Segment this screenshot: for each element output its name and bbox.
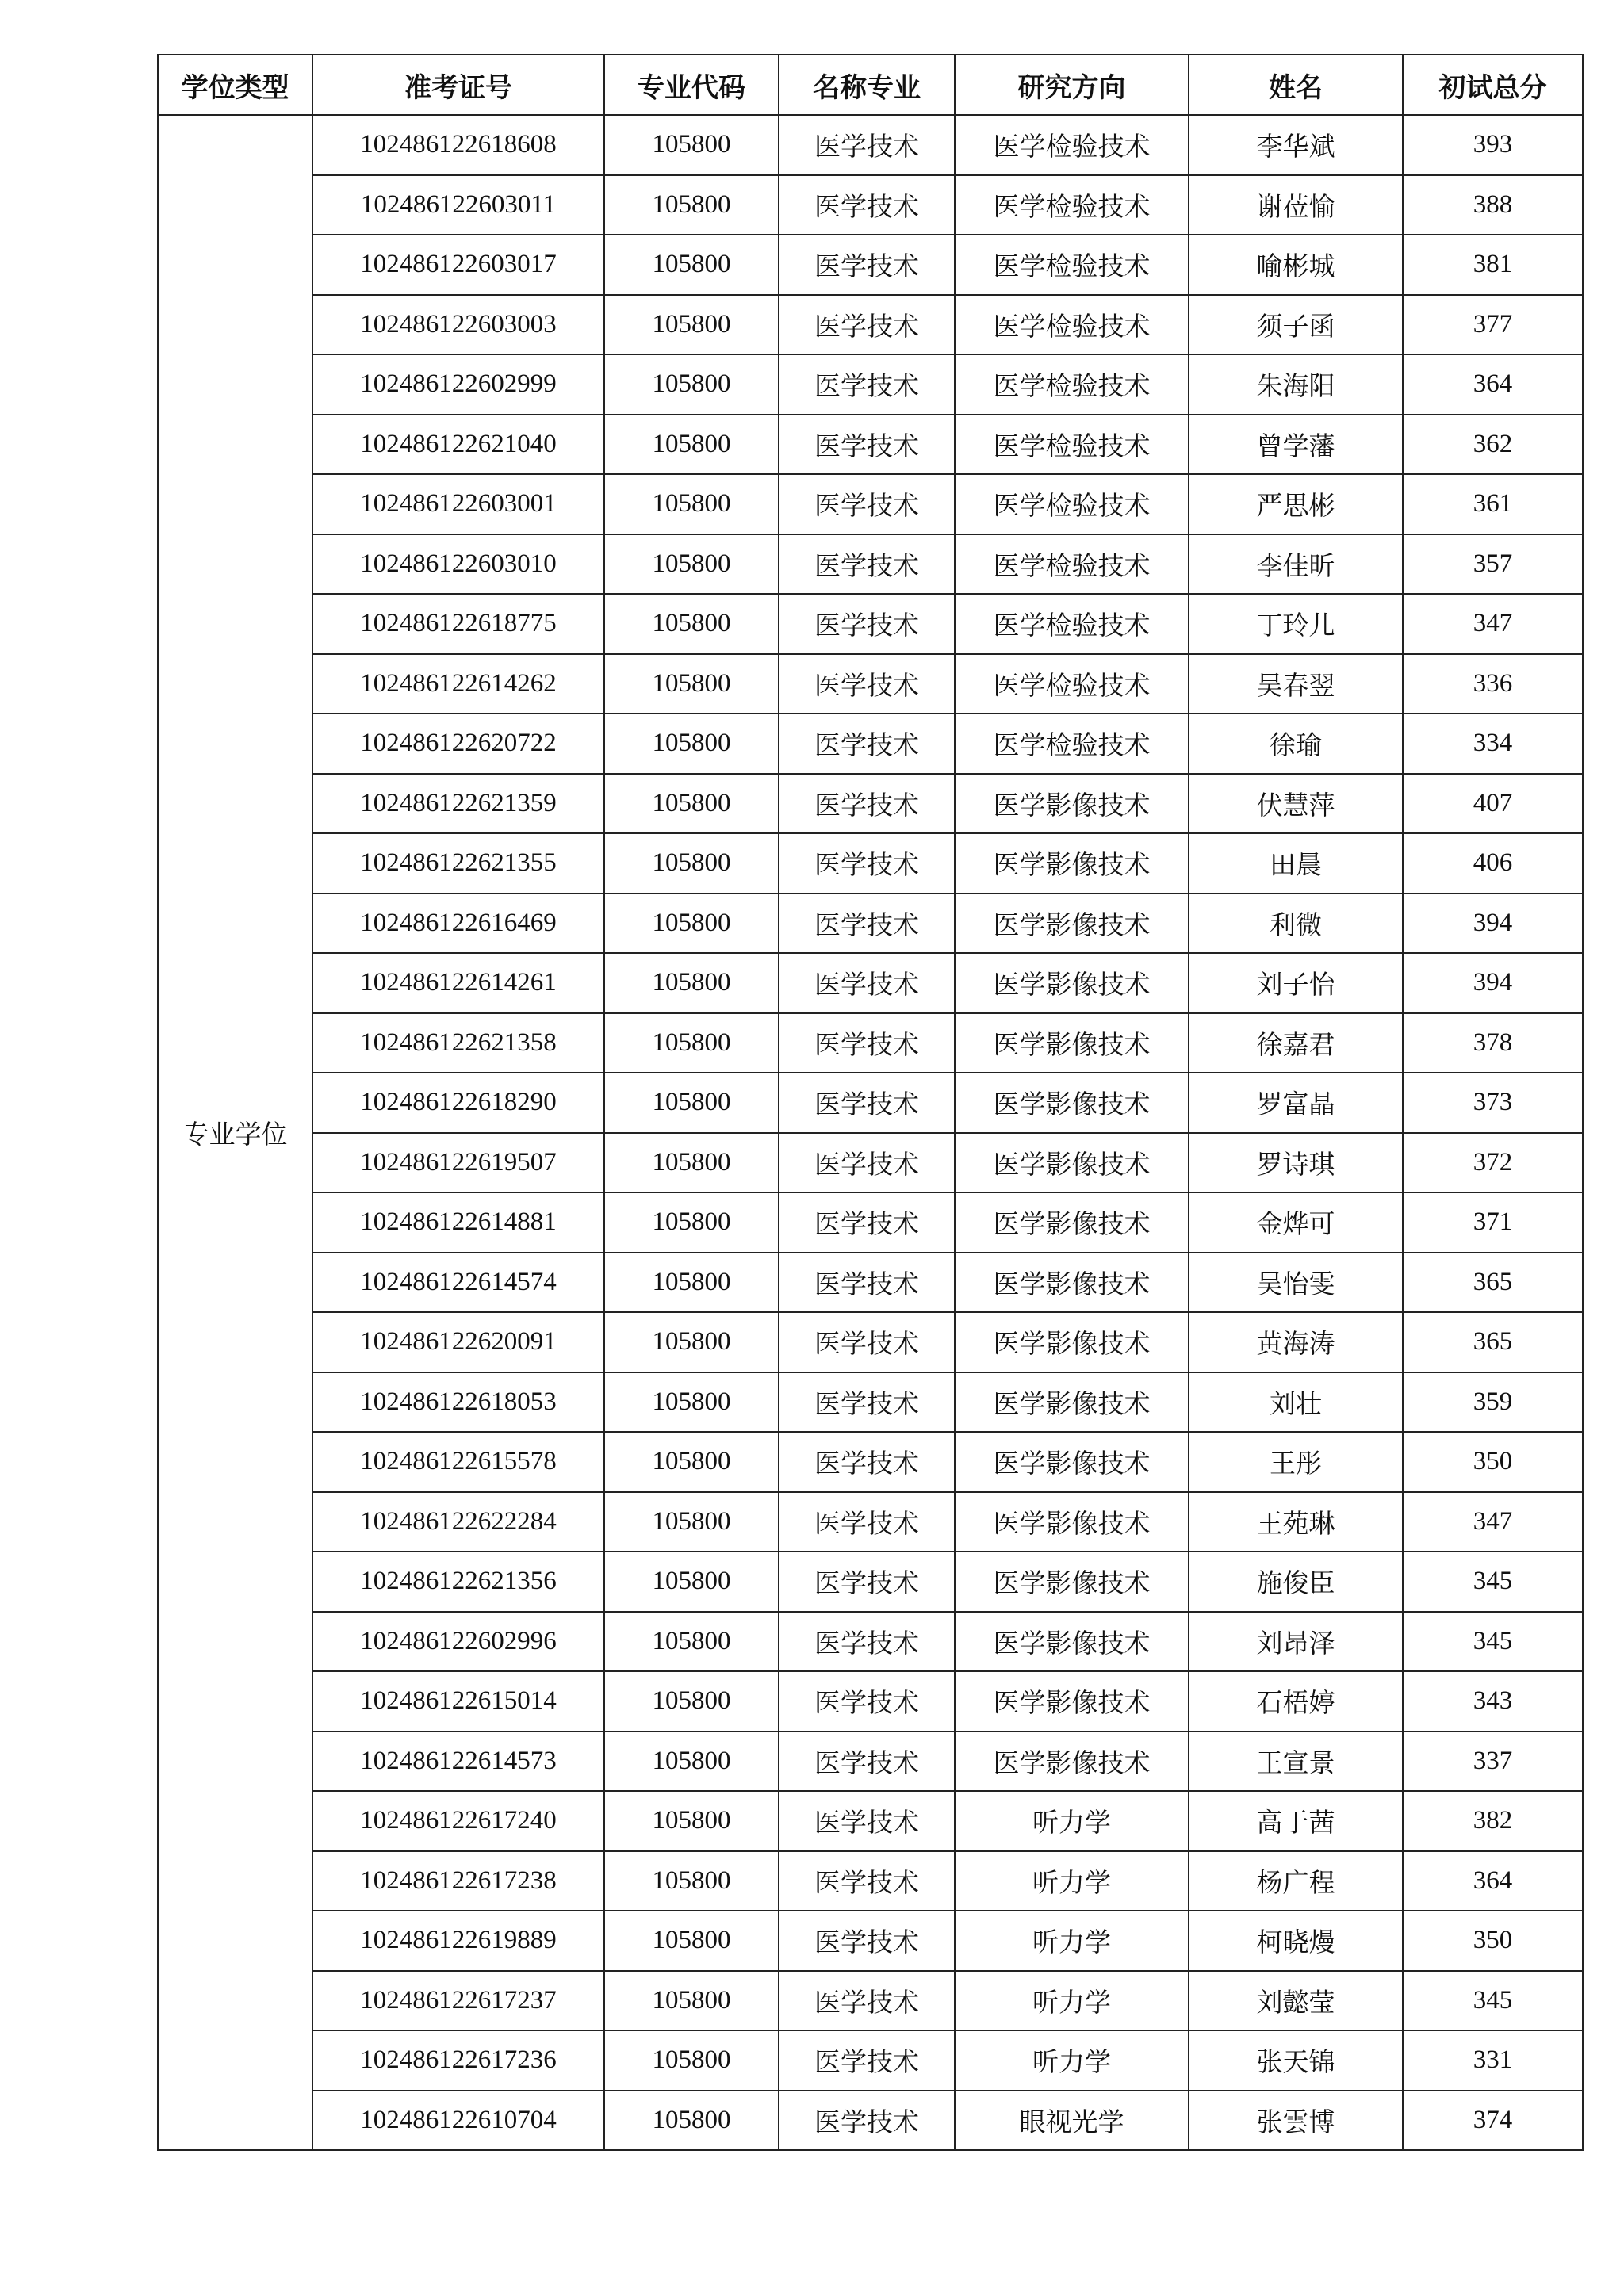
research-direction-cell: 医学检验技术 [955, 354, 1189, 415]
table-body [158, 115, 1583, 2150]
score-cell: 361 [1403, 474, 1583, 534]
research-direction-cell: 眼视光学 [955, 2091, 1189, 2151]
degree-type-cell: 专业学位 [158, 115, 312, 2150]
table-row [158, 235, 1583, 295]
research-direction-cell: 医学影像技术 [955, 1671, 1189, 1732]
exam-id-cell: 102486122614881 [312, 1192, 604, 1253]
major-code-cell: 105800 [604, 1432, 779, 1492]
major-code-cell: 105800 [604, 1492, 779, 1552]
table-row [158, 415, 1583, 475]
table-row [158, 2030, 1583, 2091]
score-cell: 345 [1403, 1971, 1583, 2031]
student-name-cell: 王彤 [1189, 1432, 1403, 1492]
major-name-cell: 医学技术 [779, 1671, 955, 1732]
student-name-cell: 石梧婷 [1189, 1671, 1403, 1732]
exam-id-cell: 102486122603001 [312, 474, 604, 534]
table-row [158, 295, 1583, 355]
major-name-cell: 医学技术 [779, 354, 955, 415]
score-cell: 381 [1403, 235, 1583, 295]
exam-id-cell: 102486122614261 [312, 953, 604, 1013]
score-cell: 374 [1403, 2091, 1583, 2151]
table-row [158, 1192, 1583, 1253]
major-code-cell: 105800 [604, 1911, 779, 1971]
major-code-cell: 105800 [604, 1192, 779, 1253]
major-code-cell: 105800 [604, 1073, 779, 1133]
research-direction-cell: 医学影像技术 [955, 774, 1189, 834]
student-name-cell: 王宣景 [1189, 1732, 1403, 1792]
major-code-cell: 105800 [604, 1133, 779, 1193]
research-direction-cell: 医学检验技术 [955, 175, 1189, 235]
major-code-cell: 105800 [604, 1971, 779, 2031]
major-name-cell: 医学技术 [779, 953, 955, 1013]
score-table [157, 54, 1584, 2151]
header-degree-type: 学位类型 [158, 55, 312, 115]
student-name-cell: 刘子怡 [1189, 953, 1403, 1013]
student-name-cell: 王苑琳 [1189, 1492, 1403, 1552]
header-major-name: 名称专业 [779, 55, 955, 115]
score-table-container [157, 54, 1582, 2151]
exam-id-cell: 102486122603017 [312, 235, 604, 295]
major-name-cell: 医学技术 [779, 1552, 955, 1612]
score-cell: 407 [1403, 774, 1583, 834]
table-row [158, 354, 1583, 415]
student-name-cell: 罗富晶 [1189, 1073, 1403, 1133]
student-name-cell: 田晨 [1189, 833, 1403, 894]
student-name-cell: 吴怡雯 [1189, 1253, 1403, 1313]
exam-id-cell: 102486122615578 [312, 1432, 604, 1492]
table-row [158, 1432, 1583, 1492]
major-name-cell: 医学技术 [779, 1372, 955, 1433]
research-direction-cell: 医学影像技术 [955, 833, 1189, 894]
student-name-cell: 谢莅愉 [1189, 175, 1403, 235]
major-name-cell: 医学技术 [779, 1732, 955, 1792]
research-direction-cell: 医学检验技术 [955, 115, 1189, 175]
major-name-cell: 医学技术 [779, 714, 955, 774]
exam-id-cell: 102486122617236 [312, 2030, 604, 2091]
score-cell: 364 [1403, 354, 1583, 415]
research-direction-cell: 听力学 [955, 1911, 1189, 1971]
student-name-cell: 吴春翌 [1189, 654, 1403, 714]
student-name-cell: 张天锦 [1189, 2030, 1403, 2091]
major-name-cell: 医学技术 [779, 295, 955, 355]
score-cell: 345 [1403, 1552, 1583, 1612]
research-direction-cell: 医学检验技术 [955, 654, 1189, 714]
student-name-cell: 罗诗琪 [1189, 1133, 1403, 1193]
exam-id-cell: 102486122603003 [312, 295, 604, 355]
major-name-cell: 医学技术 [779, 1073, 955, 1133]
table-row [158, 594, 1583, 654]
table-row [158, 1133, 1583, 1193]
score-cell: 394 [1403, 953, 1583, 1013]
student-name-cell: 施俊臣 [1189, 1552, 1403, 1612]
score-cell: 347 [1403, 1492, 1583, 1552]
table-row [158, 1732, 1583, 1792]
research-direction-cell: 听力学 [955, 1971, 1189, 2031]
table-row [158, 1253, 1583, 1313]
student-name-cell: 柯晓熳 [1189, 1911, 1403, 1971]
major-name-cell: 医学技术 [779, 2030, 955, 2091]
major-code-cell: 105800 [604, 1671, 779, 1732]
table-row [158, 2091, 1583, 2151]
score-cell: 357 [1403, 534, 1583, 595]
major-name-cell: 医学技术 [779, 1312, 955, 1372]
research-direction-cell: 医学影像技术 [955, 1253, 1189, 1313]
research-direction-cell: 医学影像技术 [955, 1192, 1189, 1253]
major-name-cell: 医学技术 [779, 115, 955, 175]
major-code-cell: 105800 [604, 1552, 779, 1612]
research-direction-cell: 医学影像技术 [955, 1013, 1189, 1073]
student-name-cell: 刘壮 [1189, 1372, 1403, 1433]
major-code-cell: 105800 [604, 115, 779, 175]
header-score: 初试总分 [1403, 55, 1583, 115]
research-direction-cell: 医学检验技术 [955, 714, 1189, 774]
major-code-cell: 105800 [604, 894, 779, 954]
exam-id-cell: 102486122618053 [312, 1372, 604, 1433]
student-name-cell: 金烨可 [1189, 1192, 1403, 1253]
student-name-cell: 利微 [1189, 894, 1403, 954]
research-direction-cell: 医学影像技术 [955, 1612, 1189, 1672]
major-name-cell: 医学技术 [779, 415, 955, 475]
major-name-cell: 医学技术 [779, 1492, 955, 1552]
score-cell: 393 [1403, 115, 1583, 175]
table-row [158, 894, 1583, 954]
major-code-cell: 105800 [604, 833, 779, 894]
exam-id-cell: 102486122618775 [312, 594, 604, 654]
exam-id-cell: 102486122615014 [312, 1671, 604, 1732]
exam-id-cell: 102486122617240 [312, 1791, 604, 1851]
exam-id-cell: 102486122603010 [312, 534, 604, 595]
research-direction-cell: 医学影像技术 [955, 1073, 1189, 1133]
score-cell: 406 [1403, 833, 1583, 894]
major-name-cell: 医学技术 [779, 1911, 955, 1971]
exam-id-cell: 102486122620091 [312, 1312, 604, 1372]
major-code-cell: 105800 [604, 1612, 779, 1672]
research-direction-cell: 医学影像技术 [955, 894, 1189, 954]
major-name-cell: 医学技术 [779, 1612, 955, 1672]
student-name-cell: 刘昂泽 [1189, 1612, 1403, 1672]
research-direction-cell: 医学影像技术 [955, 1552, 1189, 1612]
score-cell: 372 [1403, 1133, 1583, 1193]
table-row [158, 175, 1583, 235]
major-code-cell: 105800 [604, 654, 779, 714]
major-name-cell: 医学技术 [779, 1851, 955, 1911]
major-code-cell: 105800 [604, 953, 779, 1013]
exam-id-cell: 102486122621359 [312, 774, 604, 834]
research-direction-cell: 医学影像技术 [955, 1312, 1189, 1372]
research-direction-cell: 医学影像技术 [955, 1492, 1189, 1552]
score-cell: 373 [1403, 1073, 1583, 1133]
exam-id-cell: 102486122614573 [312, 1732, 604, 1792]
student-name-cell: 徐瑜 [1189, 714, 1403, 774]
score-cell: 365 [1403, 1312, 1583, 1372]
exam-id-cell: 102486122616469 [312, 894, 604, 954]
score-cell: 350 [1403, 1432, 1583, 1492]
score-cell: 345 [1403, 1612, 1583, 1672]
major-name-cell: 医学技术 [779, 774, 955, 834]
table-row [158, 1911, 1583, 1971]
major-code-cell: 105800 [604, 175, 779, 235]
major-code-cell: 105800 [604, 1732, 779, 1792]
table-row [158, 714, 1583, 774]
major-code-cell: 105800 [604, 2030, 779, 2091]
major-name-cell: 医学技术 [779, 534, 955, 595]
score-cell: 364 [1403, 1851, 1583, 1911]
table-row [158, 1671, 1583, 1732]
student-name-cell: 须子函 [1189, 295, 1403, 355]
research-direction-cell: 医学检验技术 [955, 534, 1189, 595]
score-cell: 378 [1403, 1013, 1583, 1073]
student-name-cell: 喻彬城 [1189, 235, 1403, 295]
table-row [158, 774, 1583, 834]
major-code-cell: 105800 [604, 2091, 779, 2151]
table-row [158, 1312, 1583, 1372]
major-name-cell: 医学技术 [779, 594, 955, 654]
table-row [158, 1851, 1583, 1911]
table-row [158, 534, 1583, 595]
header-exam-id: 准考证号 [312, 55, 604, 115]
research-direction-cell: 医学检验技术 [955, 474, 1189, 534]
exam-id-cell: 102486122617238 [312, 1851, 604, 1911]
score-cell: 331 [1403, 2030, 1583, 2091]
table-row [158, 953, 1583, 1013]
score-cell: 382 [1403, 1791, 1583, 1851]
table-row [158, 1552, 1583, 1612]
header-research-direction: 研究方向 [955, 55, 1189, 115]
research-direction-cell: 医学检验技术 [955, 594, 1189, 654]
major-name-cell: 医学技术 [779, 894, 955, 954]
exam-id-cell: 102486122614262 [312, 654, 604, 714]
student-name-cell: 李佳昕 [1189, 534, 1403, 595]
table-row [158, 1013, 1583, 1073]
exam-id-cell: 102486122603011 [312, 175, 604, 235]
header-major-code: 专业代码 [604, 55, 779, 115]
exam-id-cell: 102486122617237 [312, 1971, 604, 2031]
major-name-cell: 医学技术 [779, 175, 955, 235]
research-direction-cell: 医学影像技术 [955, 1133, 1189, 1193]
score-cell: 394 [1403, 894, 1583, 954]
score-cell: 362 [1403, 415, 1583, 475]
major-code-cell: 105800 [604, 1791, 779, 1851]
student-name-cell: 严思彬 [1189, 474, 1403, 534]
research-direction-cell: 听力学 [955, 2030, 1189, 2091]
major-code-cell: 105800 [604, 534, 779, 595]
score-cell: 388 [1403, 175, 1583, 235]
table-row [158, 1372, 1583, 1433]
major-name-cell: 医学技术 [779, 1971, 955, 2031]
research-direction-cell: 医学检验技术 [955, 295, 1189, 355]
table-row [158, 1492, 1583, 1552]
exam-id-cell: 102486122602999 [312, 354, 604, 415]
major-code-cell: 105800 [604, 1312, 779, 1372]
major-name-cell: 医学技术 [779, 833, 955, 894]
exam-id-cell: 102486122618608 [312, 115, 604, 175]
table-row [158, 1073, 1583, 1133]
header-name: 姓名 [1189, 55, 1403, 115]
research-direction-cell: 医学检验技术 [955, 235, 1189, 295]
table-header-row [158, 55, 1583, 115]
student-name-cell: 杨广程 [1189, 1851, 1403, 1911]
major-name-cell: 医学技术 [779, 235, 955, 295]
student-name-cell: 丁玲儿 [1189, 594, 1403, 654]
major-code-cell: 105800 [604, 354, 779, 415]
table-row [158, 1791, 1583, 1851]
research-direction-cell: 医学影像技术 [955, 1372, 1189, 1433]
score-cell: 350 [1403, 1911, 1583, 1971]
table-row [158, 1971, 1583, 2031]
score-cell: 371 [1403, 1192, 1583, 1253]
research-direction-cell: 医学影像技术 [955, 953, 1189, 1013]
student-name-cell: 张雲博 [1189, 2091, 1403, 2151]
score-cell: 359 [1403, 1372, 1583, 1433]
table-row [158, 474, 1583, 534]
major-code-cell: 105800 [604, 1372, 779, 1433]
student-name-cell: 高于茜 [1189, 1791, 1403, 1851]
exam-id-cell: 102486122621355 [312, 833, 604, 894]
exam-id-cell: 102486122622284 [312, 1492, 604, 1552]
exam-id-cell: 102486122619507 [312, 1133, 604, 1193]
score-cell: 336 [1403, 654, 1583, 714]
major-name-cell: 医学技术 [779, 2091, 955, 2151]
major-code-cell: 105800 [604, 714, 779, 774]
exam-id-cell: 102486122618290 [312, 1073, 604, 1133]
student-name-cell: 伏慧萍 [1189, 774, 1403, 834]
major-name-cell: 医学技术 [779, 1133, 955, 1193]
exam-id-cell: 102486122621358 [312, 1013, 604, 1073]
table-row [158, 654, 1583, 714]
exam-id-cell: 102486122614574 [312, 1253, 604, 1313]
major-name-cell: 医学技术 [779, 1253, 955, 1313]
major-name-cell: 医学技术 [779, 1432, 955, 1492]
major-code-cell: 105800 [604, 1851, 779, 1911]
major-code-cell: 105800 [604, 774, 779, 834]
exam-id-cell: 102486122610704 [312, 2091, 604, 2151]
score-cell: 343 [1403, 1671, 1583, 1732]
major-code-cell: 105800 [604, 474, 779, 534]
student-name-cell: 黄海涛 [1189, 1312, 1403, 1372]
student-name-cell: 李华斌 [1189, 115, 1403, 175]
research-direction-cell: 医学影像技术 [955, 1732, 1189, 1792]
student-name-cell: 朱海阳 [1189, 354, 1403, 415]
major-name-cell: 医学技术 [779, 1192, 955, 1253]
exam-id-cell: 102486122602996 [312, 1612, 604, 1672]
research-direction-cell: 医学检验技术 [955, 415, 1189, 475]
major-name-cell: 医学技术 [779, 1791, 955, 1851]
major-code-cell: 105800 [604, 415, 779, 475]
student-name-cell: 徐嘉君 [1189, 1013, 1403, 1073]
major-code-cell: 105800 [604, 295, 779, 355]
major-name-cell: 医学技术 [779, 1013, 955, 1073]
score-cell: 365 [1403, 1253, 1583, 1313]
research-direction-cell: 医学影像技术 [955, 1432, 1189, 1492]
major-code-cell: 105800 [604, 1013, 779, 1073]
score-cell: 347 [1403, 594, 1583, 654]
major-code-cell: 105800 [604, 235, 779, 295]
research-direction-cell: 听力学 [955, 1851, 1189, 1911]
table-row [158, 115, 1583, 175]
table-row [158, 1612, 1583, 1672]
major-code-cell: 105800 [604, 594, 779, 654]
student-name-cell: 刘懿莹 [1189, 1971, 1403, 2031]
major-name-cell: 医学技术 [779, 654, 955, 714]
research-direction-cell: 听力学 [955, 1791, 1189, 1851]
student-name-cell: 曾学藩 [1189, 415, 1403, 475]
exam-id-cell: 102486122621356 [312, 1552, 604, 1612]
major-code-cell: 105800 [604, 1253, 779, 1313]
score-cell: 377 [1403, 295, 1583, 355]
exam-id-cell: 102486122620722 [312, 714, 604, 774]
table-row [158, 833, 1583, 894]
major-name-cell: 医学技术 [779, 474, 955, 534]
exam-id-cell: 102486122619889 [312, 1911, 604, 1971]
score-cell: 337 [1403, 1732, 1583, 1792]
score-cell: 334 [1403, 714, 1583, 774]
exam-id-cell: 102486122621040 [312, 415, 604, 475]
